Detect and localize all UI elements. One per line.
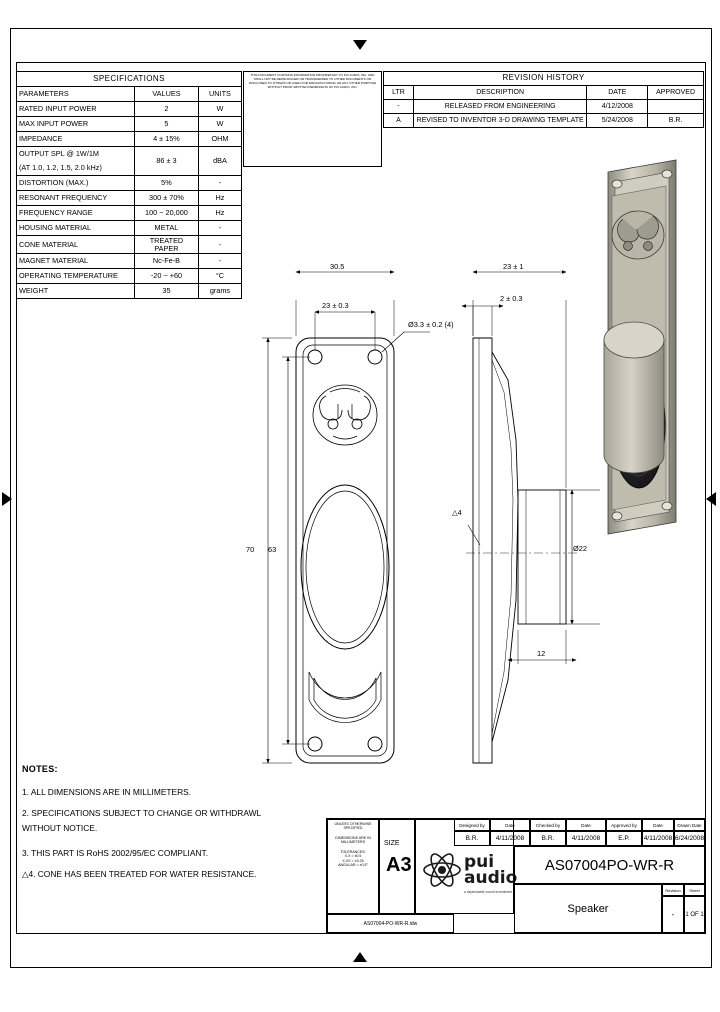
company-tagline: a dependable sound investment — [464, 890, 513, 894]
table-row: CONE MATERIAL TREATED PAPER - — [17, 236, 242, 254]
rev-label: Revision — [662, 884, 684, 896]
table-row: IMPEDANCE 4 ± 15% OHM — [17, 132, 242, 147]
dim-note-flag: △4 — [452, 508, 462, 517]
notes-header: NOTES: — [22, 764, 58, 774]
field-label-designed-by: Designed by — [454, 819, 490, 831]
table-row: OUTPUT SPL @ 1W/1M 86 ± 3 dBA — [17, 147, 242, 162]
field-label-date-3: Date — [642, 819, 674, 831]
part-number: AS07004PO-WR-R — [514, 846, 705, 884]
front-view-dimensions — [262, 272, 430, 763]
proprietary-notice: THIS DOCUMENT CONTAINS INFORMATION PROPRIETARY TO PUI AUDIO, INC. AND SHALL NOT BE REPRODUCED OR TRANSFERRED TO OTHER DOCUMENTS OR DISCLOSED TO OTHERS OR USED FOR MANUFACTURING OR ANY OTHER PURPOSE WITHOUT PRIOR WRITTEN PERMISSION OF PUI AUDIO, INC. — [243, 71, 382, 167]
filename-cell: AS07004-PO-WR-R.idw — [327, 914, 454, 933]
table-row: RATED INPUT POWER 2 W — [17, 102, 242, 117]
rev-header-approved: APPROVED — [648, 86, 704, 100]
note-item: △4. CONE HAS BEEN TREATED FOR WATER RESISTANCE. — [22, 868, 257, 879]
table-row: DISTORTION (MAX.) 5% - — [17, 176, 242, 191]
table-row: MAX INPUT POWER 5 W — [17, 117, 242, 132]
spec-header-value: VALUES — [134, 87, 198, 102]
field-value-date-1: 4/11/2008 — [490, 831, 530, 846]
table-row: - RELEASED FROM ENGINEERING 4/12/2008 — [384, 100, 704, 114]
dim-magnet-depth: 12 — [537, 649, 546, 658]
tolerance-line-2: X.XX = ±0.25 — [342, 858, 364, 863]
note-item: 3. THIS PART IS RoHS 2002/95/EC COMPLIANT. — [22, 848, 209, 858]
field-label-checked-by: Checked by — [530, 819, 566, 831]
dim-depth-total: 23 ± 1 — [503, 262, 524, 271]
field-value-approved-by: E.P. — [606, 831, 642, 846]
tolerance-line-1: X.X = ±0.5 — [344, 854, 362, 859]
field-label-date-1: Date — [490, 819, 530, 831]
table-row: FREQUENCY RANGE 100 ~ 20,000 Hz — [17, 206, 242, 221]
size-value: A3 — [386, 854, 412, 876]
dim-hole-spacing: 23 ± 0.3 — [322, 301, 349, 310]
side-view — [466, 338, 580, 763]
front-view — [296, 338, 394, 763]
revision-history-title: REVISION HISTORY — [384, 72, 704, 86]
size-cell — [379, 819, 415, 914]
field-value-date-2: 4/11/2008 — [566, 831, 606, 846]
dim-magnet-diameter: Ø22 — [573, 544, 587, 553]
dim-height-63: 63 — [268, 545, 277, 554]
field-label-approved-by: Approved by — [606, 819, 642, 831]
isometric-view — [604, 160, 676, 534]
table-row: WEIGHT 35 grams — [17, 284, 242, 299]
rev-header-ltr: LTR — [384, 86, 414, 100]
field-value-date-3: 4/11/2008 — [642, 831, 674, 846]
spec-header-parameter: PARAMETERS — [17, 87, 135, 102]
company-name-line2: audio — [464, 868, 518, 888]
field-label-date-2: Date — [566, 819, 606, 831]
title-block — [326, 818, 706, 934]
company-name-line1: pui — [464, 852, 495, 872]
sheet-value: 1 OF 1 — [684, 896, 705, 933]
field-value-checked-by: B.R. — [530, 831, 566, 846]
part-description: Speaker — [514, 884, 662, 933]
field-label-drawn-date: Drawn Date — [674, 819, 705, 831]
notes-block — [22, 758, 322, 884]
table-row: MAGNET MATERIAL Nc-Fe-B - — [17, 254, 242, 269]
tolerance-line-3: ANGULAR = ±0.5° — [338, 863, 368, 868]
side-view-dimensions — [462, 272, 600, 664]
dim-hole-diameter: Ø3.3 ± 0.2 (4) — [408, 320, 454, 329]
dim-depth-flange: 2 ± 0.3 — [500, 294, 523, 303]
size-label: SIZE — [384, 840, 400, 847]
tolerance-header: TOLERANCES: — [340, 849, 366, 854]
rev-value: - — [662, 896, 684, 933]
units-note: DIMENSIONS ARE IN MILLIMETERS — [335, 835, 371, 845]
note-item: 1. ALL DIMENSIONS ARE IN MILLIMETERS. — [22, 787, 192, 798]
field-value-designed-by: B.R. — [454, 831, 490, 846]
table-row: OPERATING TEMPERATURE -20 ~ +60 °C — [17, 269, 242, 284]
note-item-cont: WITHOUT NOTICE. — [22, 823, 98, 834]
sheet-label: Sheet — [684, 884, 705, 896]
table-row: HOUSING MATERIAL METAL - — [17, 221, 242, 236]
tolerance-cell — [327, 819, 379, 914]
rev-header-description: DESCRIPTION — [413, 86, 587, 100]
spec-header-units: UNITS — [198, 87, 241, 102]
tolerance-unless-note: UNLESS OTHERWISE SPECIFIED — [334, 822, 372, 831]
table-row: RESONANT FREQUENCY 300 ± 70% Hz — [17, 191, 242, 206]
field-value-drawn-date: 6/24/2008 — [674, 831, 705, 846]
table-row: (AT 1.0, 1.2, 1.5, 2.0 kHz) — [17, 161, 242, 176]
specifications-title: SPECIFICATIONS — [17, 72, 242, 87]
dim-height-70: 70 — [246, 545, 255, 554]
note-item: 2. SPECIFICATIONS SUBJECT TO CHANGE OR WITHDRAWL — [22, 807, 262, 818]
table-row: A REVISED TO INVENTOR 3-D DRAWING TEMPLATE 5/24/2008 B.R. — [384, 114, 704, 128]
rev-header-date: DATE — [587, 86, 648, 100]
dim-top-width: 30.5 — [330, 262, 345, 271]
